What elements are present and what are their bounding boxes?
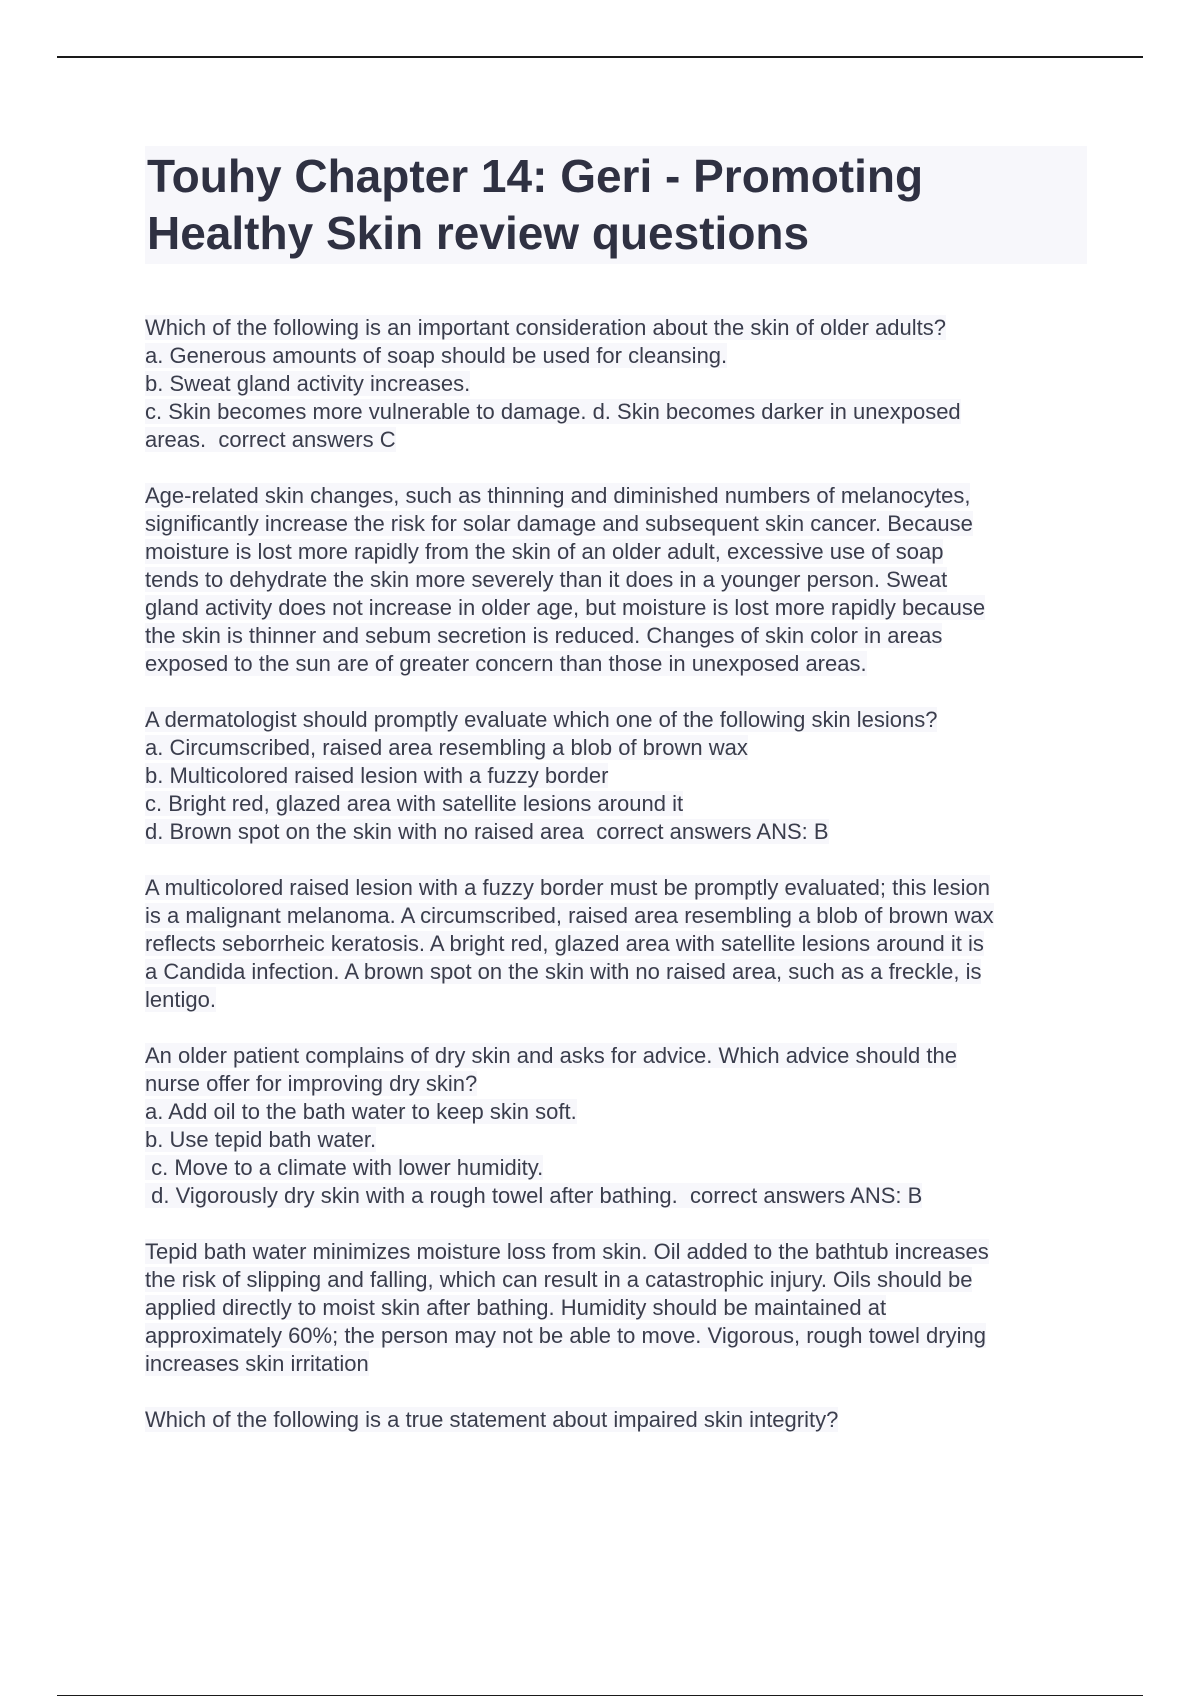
rationale-line: significantly increase the risk for solar damage and subsequent skin cancer. Because	[145, 511, 973, 536]
top-rule	[57, 56, 1143, 58]
rationale-line: the skin is thinner and sebum secretion is reduced. Changes of skin color in areas	[145, 623, 943, 648]
question-block	[145, 1406, 1087, 1434]
answer-option: c. Bright red, glazed area with satellite lesions around it	[145, 791, 684, 816]
rationale-line: A multicolored raised lesion with a fuzzy border must be promptly evaluated; this lesion	[145, 875, 990, 900]
bottom-rule	[57, 1695, 1143, 1696]
rationale-line: exposed to the sun are of greater concern than those in unexposed areas.	[145, 651, 867, 676]
rationale-block	[145, 874, 1087, 1014]
correct-answer: d. Brown spot on the skin with no raised area correct answers ANS: B	[145, 819, 829, 844]
rationale-line: is a malignant melanoma. A circumscribed, raised area resembling a blob of brown wax	[145, 903, 994, 928]
answer-option: c. Move to a climate with lower humidity.	[145, 1155, 544, 1180]
document-body	[145, 146, 1087, 1434]
correct-answer: areas. correct answers C	[145, 427, 396, 452]
answer-option: b. Use tepid bath water.	[145, 1127, 377, 1152]
rationale-line: a Candida infection. A brown spot on the skin with no raised area, such as a freckle, is	[145, 959, 982, 984]
rationale-line: Tepid bath water minimizes moisture loss from skin. Oil added to the bathtub increases	[145, 1239, 989, 1264]
question-block	[145, 1042, 1087, 1210]
rationale-line: applied directly to moist skin after bathing. Humidity should be maintained at	[145, 1295, 887, 1320]
answer-option: a. Generous amounts of soap should be used for cleansing.	[145, 343, 728, 368]
rationale-block	[145, 482, 1087, 678]
rationale-line: approximately 60%; the person may not be able to move. Vigorous, rough towel drying	[145, 1323, 986, 1348]
answer-option: b. Sweat gland activity increases.	[145, 371, 471, 396]
answer-option: b. Multicolored raised lesion with a fuzzy border	[145, 763, 609, 788]
rationale-line: tends to dehydrate the skin more severely than it does in a younger person. Sweat	[145, 567, 948, 592]
question-stem: An older patient complains of dry skin and asks for advice. Which advice should the	[145, 1043, 957, 1068]
answer-option: a. Circumscribed, raised area resembling a blob of brown wax	[145, 735, 748, 760]
question-stem: nurse offer for improving dry skin?	[145, 1071, 478, 1096]
rationale-line: moisture is lost more rapidly from the skin of an older adult, excessive use of soap	[145, 539, 944, 564]
question-stem: Which of the following is an important consideration about the skin of older adults?	[145, 315, 947, 340]
rationale-block	[145, 1238, 1087, 1378]
rationale-line: Age-related skin changes, such as thinning and diminished numbers of melanocytes,	[145, 483, 971, 508]
question-block	[145, 314, 1087, 454]
rationale-line: reflects seborrheic keratosis. A bright red, glazed area with satellite lesions around it is	[145, 931, 984, 956]
rationale-line: gland activity does not increase in older age, but moisture is lost more rapidly because	[145, 595, 986, 620]
document-title	[145, 146, 1087, 264]
rationale-line: increases skin irritation	[145, 1351, 369, 1376]
answer-option: c. Skin becomes more vulnerable to damage. d. Skin becomes darker in unexposed	[145, 399, 961, 424]
rationale-line: the risk of slipping and falling, which can result in a catastrophic injury. Oils should be	[145, 1267, 973, 1292]
question-block	[145, 706, 1087, 846]
title-line: Healthy Skin review questions	[147, 207, 810, 259]
question-stem: A dermatologist should promptly evaluate which one of the following skin lesions?	[145, 707, 938, 732]
title-line: Touhy Chapter 14: Geri - Promoting	[147, 150, 924, 202]
correct-answer: d. Vigorously dry skin with a rough towel after bathing. correct answers ANS: B	[145, 1183, 923, 1208]
question-stem: Which of the following is a true statement about impaired skin integrity?	[145, 1407, 839, 1432]
rationale-line: lentigo.	[145, 987, 216, 1012]
answer-option: a. Add oil to the bath water to keep skin soft.	[145, 1099, 577, 1124]
